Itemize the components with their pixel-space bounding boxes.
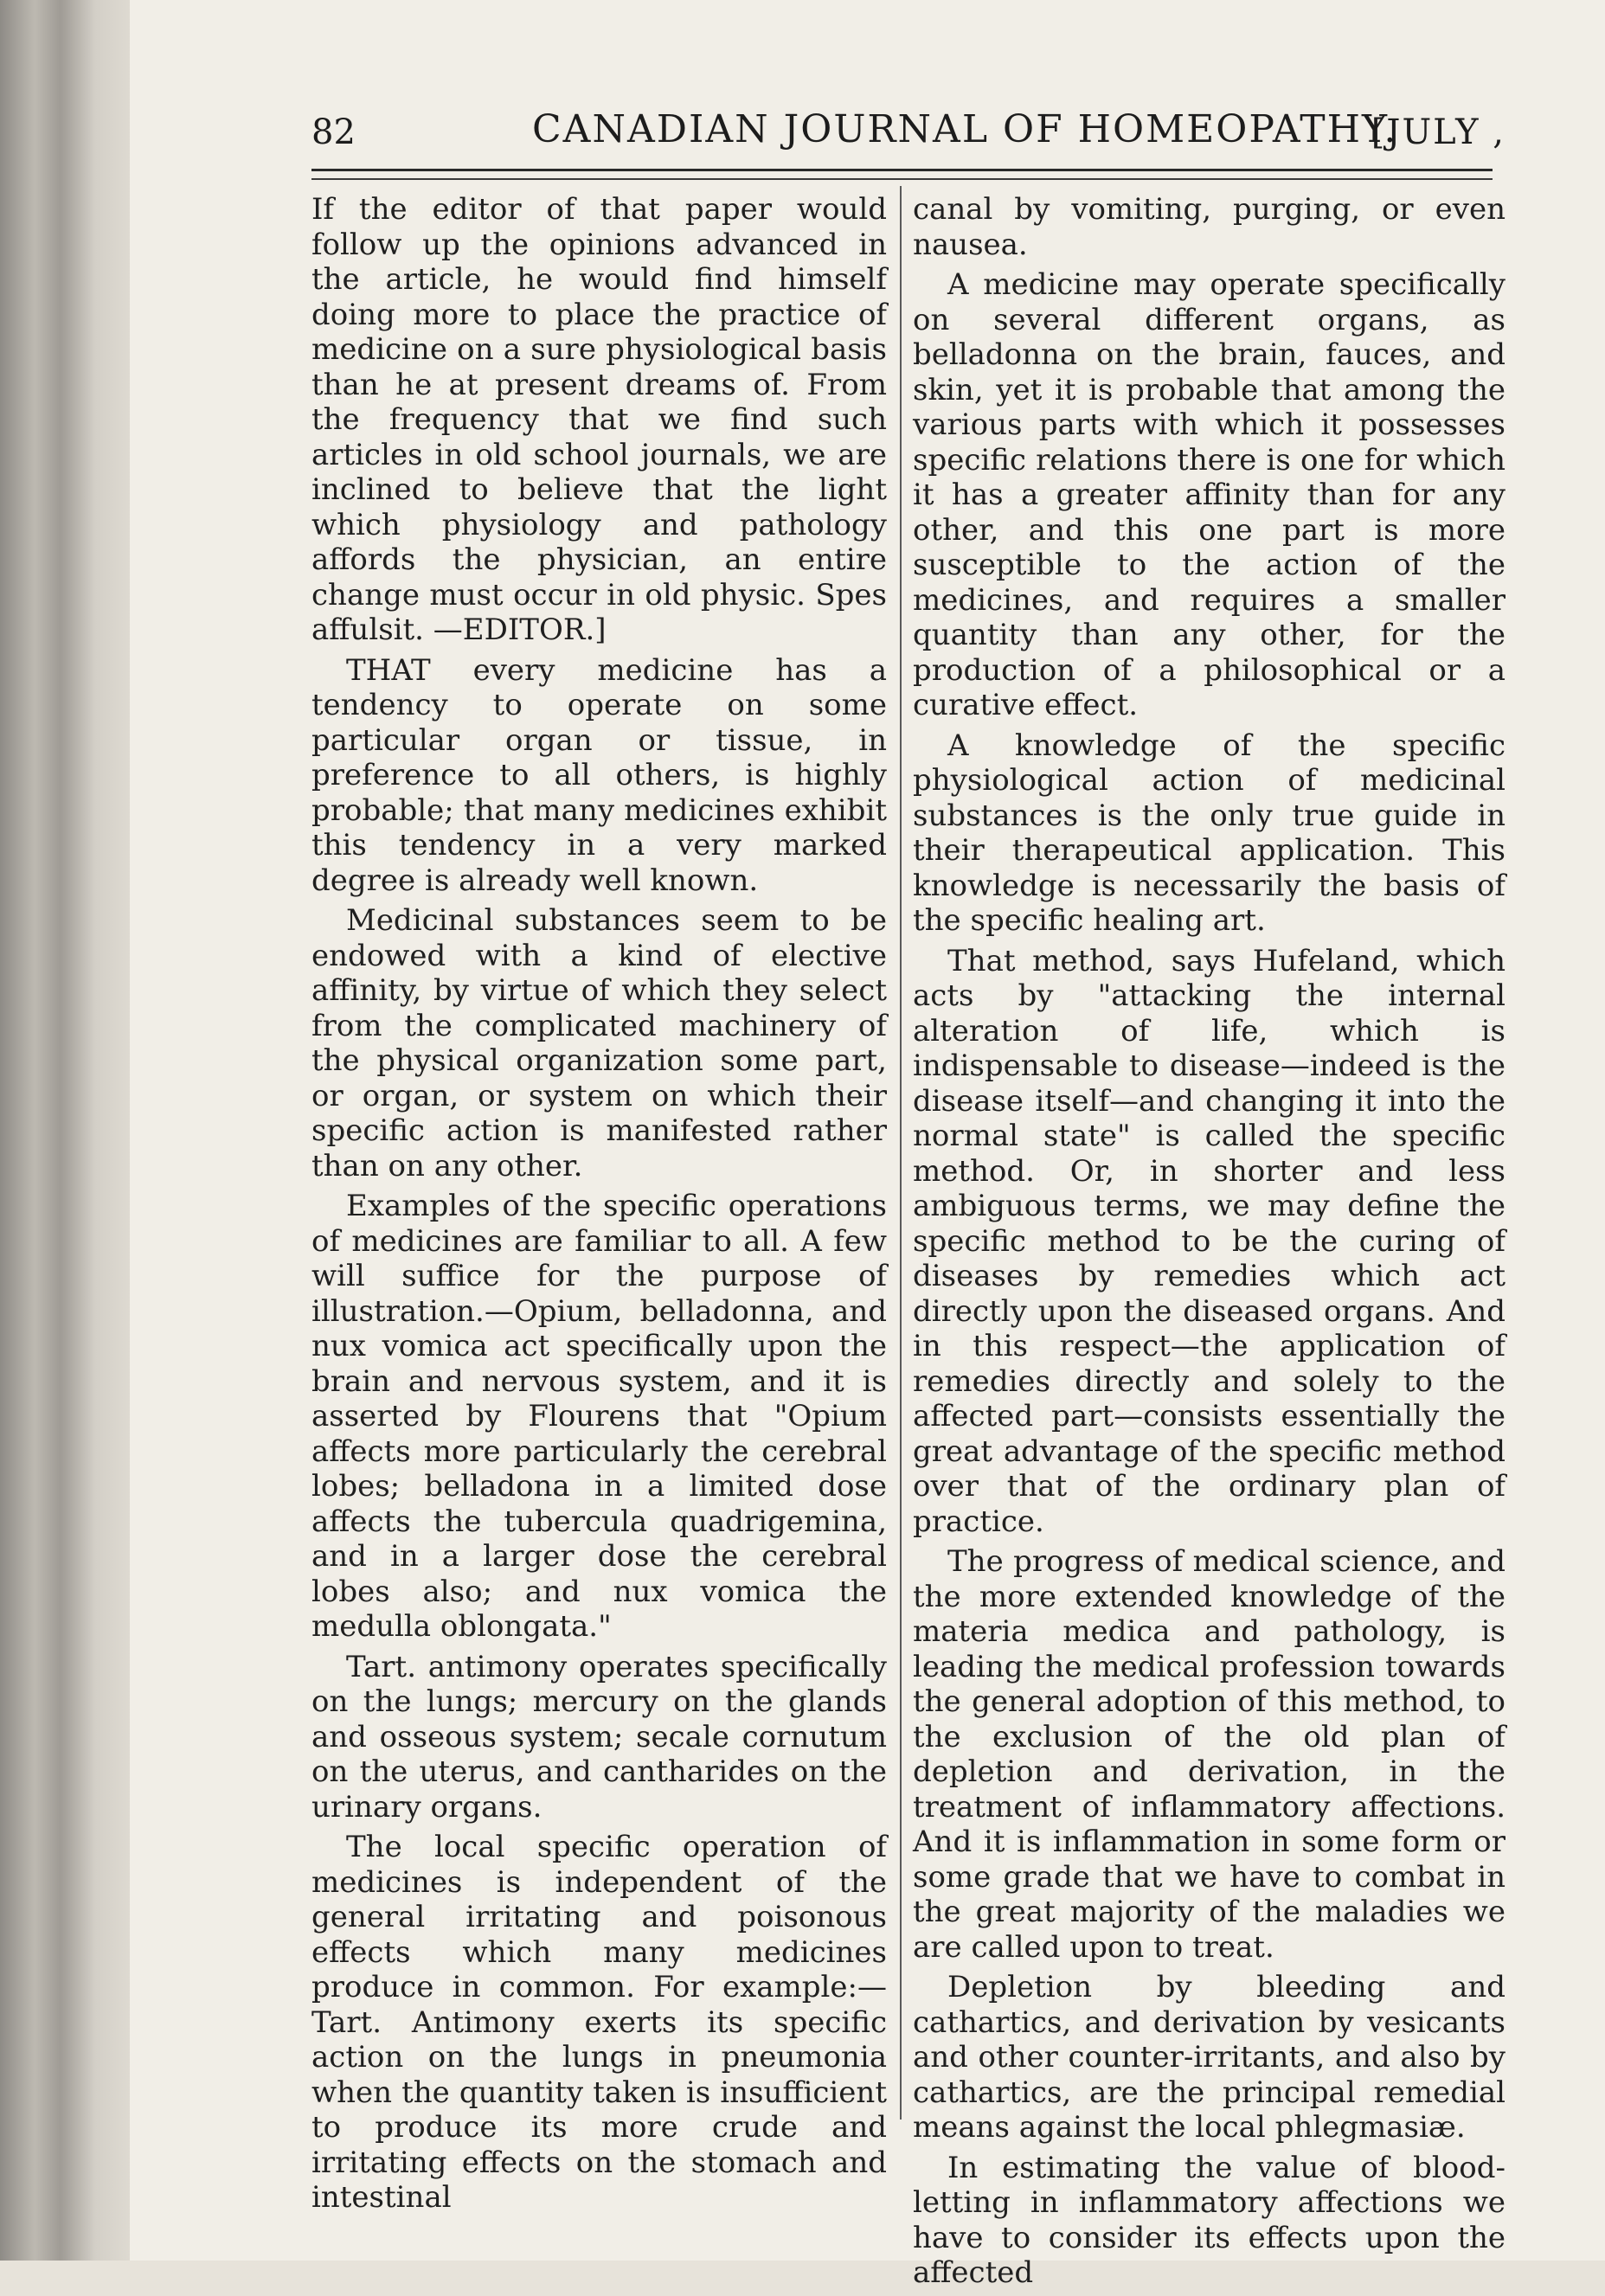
paragraph: The progress of medical science, and the more extended knowledge of the materia medica and pathology, is leading the medical profession towards the general adoption of this method, to the exclusion of the old plan of depletion and derivation, in the treatment of inflammatory affections. And it is inflammation in some form or some grade that we have to combat in the great majority of the maladies we are called upon to treat.	[913, 1544, 1505, 1965]
paragraph: In estimating the value of blood-letting in inflammatory affections we have to consider its effects upon the affected	[913, 2150, 1505, 2290]
running-header	[311, 102, 1505, 163]
paragraph: Examples of the specific operations of medicines are familiar to all. A few will suffice for the purpose of illustration.—Opium, belladonna, and nux vomica act specifically upon the brain and nervous system, and it is asserted by Flourens that "Opium affects more particularly the cerebral lobes; belladona in a limited dose affects the tubercula quadrigemina, and in a larger dose the cerebral lobes also; and nux vomica the medulla oblongata."	[311, 1189, 887, 1644]
journal-title: CANADIAN JOURNAL OF HOMEOPATHY.	[532, 107, 1398, 151]
paragraph: Medicinal substances seem to be endowed with a kind of elective affinity, by virtue of which they select from the complicated machinery of the physical organization some part, or organ, or system on which their specific action is manifested rather than on any other.	[311, 903, 887, 1183]
header-rule-top	[311, 169, 1493, 171]
left-column	[311, 192, 887, 2221]
paragraph: A knowledge of the specific physiological action of medicinal substances is the only true guide in their therapeutical application. This knowledge is necessarily the basis of the specific healing art.	[913, 728, 1505, 938]
paragraph: That method, says Hufeland, which acts by "attacking the internal alteration of life, which is indispensable to disease—indeed is the disease itself—and changing it into the normal state" is called the specific method. Or, in shorter and less ambiguous terms, we may define the specific method to be the curing of diseases by remedies which act directly upon the diseased organs. And in this respect—the application of remedies directly and solely to the affected part—consists essentially the great advantage of the specific method over that of the ordinary plan of practice.	[913, 943, 1505, 1539]
paragraph: If the editor of that paper would follow up the opinions advanced in the article, he would find himself doing more to place the practice of medicine on a sure physiological basis than he at present dreams of. From the frequency that we find such articles in old school journals, we are inclined to believe that the light which physiology and pathology affords the physician, an entire change must occur in old physic. Spes affulsit. —EDITOR.]	[311, 192, 887, 647]
column-divider	[900, 186, 902, 2120]
header-rule-bottom	[311, 178, 1493, 180]
book-spine-shadow	[0, 0, 147, 2261]
paragraph: Tart. antimony operates specifically on the lungs; mercury on the glands and osseous system; secale cornutum on the uterus, and cantharides on the urinary organs.	[311, 1649, 887, 1825]
right-column	[913, 192, 1505, 2296]
paragraph: THAT every medicine has a tendency to operate on some particular organ or tissue, in preference to all others, is highly probable; that many medicines exhibit this tendency in a very marked degree is already well known.	[311, 652, 887, 898]
issue-month: [JULY ,	[1371, 112, 1505, 152]
paragraph: The local specific operation of medicines is independent of the general irritating and poisonous effects which many medicines produce in common. For example:—Tart. Antimony exerts its specific action on the lungs in pneumonia when the quantity taken is insufficient to produce its more crude and irritating effects on the stomach and intestinal	[311, 1830, 887, 2215]
paragraph: canal by vomiting, purging, or even nausea.	[913, 192, 1505, 262]
paragraph: A medicine may operate specifically on several different organs, as belladonna on the brain, fauces, and skin, yet it is probable that among the various parts with which it possesses specific relations there is one for which it has a greater affinity than for any other, and this one part is more susceptible to the action of the medicines, and requires a smaller quantity than any other, for the production of a philosophical or a curative effect.	[913, 267, 1505, 722]
paragraph: Depletion by bleeding and cathartics, and derivation by vesicants and other counter-irritants, and also by cathartics, are the principal remedial means against the local phlegmasiæ.	[913, 1970, 1505, 2145]
page-number: 82	[311, 112, 356, 152]
